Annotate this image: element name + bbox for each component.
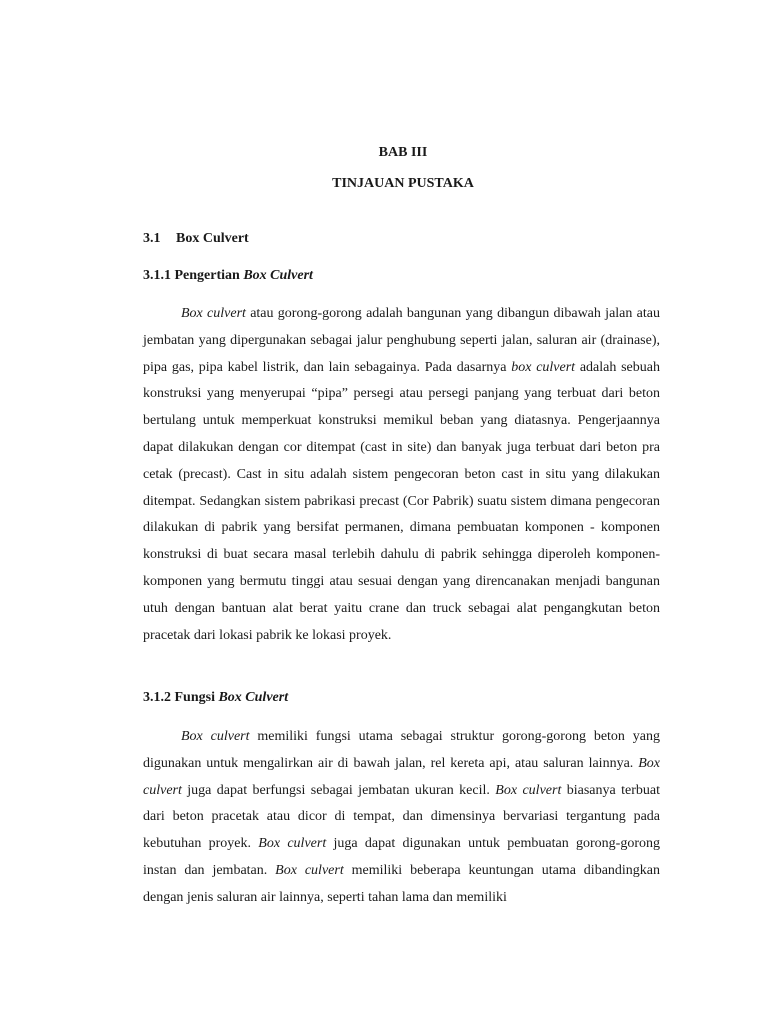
para1-term-1: Box culvert [181,306,246,321]
section-number: 3.1 [143,231,161,246]
paragraph-function [143,724,660,912]
para1-term-2: box culvert [511,359,576,375]
subsection-2-number: 3.1.2 [143,690,171,705]
para2-text-5: memiliki beberapa keuntungan utama dibandingkan dengan jenis saluran air lainnya, seperti tahan lama dan memiliki [143,862,661,905]
para2-term-3: Box culvert [495,782,562,798]
para2-term-5: Box culvert [275,862,344,878]
para2-term-4: Box culvert [258,836,327,852]
para2-text-3: biasanya terbuat dari beton pracetak atau dicor di tempat, dan dimensinya bervariasi tergantung pada kebutuhan proyek. [143,782,661,852]
section-title: Box Culvert [176,231,249,246]
subsection-2-prefix: Fungsi [174,690,215,705]
subsection-1-title: Box Culvert [243,268,313,283]
subsection-heading-2 [143,690,288,706]
para2-text-4: juga dapat digunakan untuk pembuatan gorong-gorong instan dan jembatan. [143,836,660,878]
section-heading [143,231,249,247]
para1-text-1: atau gorong-gorong adalah bangunan yang dibangun dibawah jalan atau jembatan yang dipergunakan sebagai jalur penghubung seperti jalan, saluran air (drainase), pipa gas, pipa kabel listrik, dan lain sebagainya. Pada dasarnya [143,306,660,375]
chapter-label: BAB III [378,145,428,160]
para2-term-2: Box culvert [143,755,660,798]
subsection-1-number: 3.1.1 [143,268,171,283]
para2-text-2: juga dapat berfungsi sebagai jembatan ukuran kecil. [181,782,496,798]
para2-term-1: Box culvert [181,729,250,744]
chapter-title: TINJAUAN PUSTAKA [332,176,474,191]
para1-text-2: adalah sebuah konstruksi yang menyerupai “pipa” persegi atau persegi panjang yang terbuat dari beton bertulang untuk memperkuat konstruksi memikul beban yang diatasnya. Pengerjaannya dapat dilakukan dengan cor ditempat (cast in site) dan banyak juga terbuat dari beton pra cetak (precast). Cast in situ adalah sistem pengecoran beton cast in situ yang dilakukan ditempat. Sedangkan sistem pabrikasi precast (Cor Pabrik) suatu sistem dimana pengecoran dilakukan di pabrik yang bersifat permanen, dimana pembuatan komponen - komponen konstruksi di buat secara masal terlebih dahulu di pabrik sehingga diperoleh komponen-komponen yang bermutu tinggi atau sesuai dengan yang direncanakan menjadi bangunan utuh dengan bantuan alat berat yaitu crane dan truck sebagai alat pengangkutan beton pracetak dari lokasi pabrik ke lokasi proyek. [143,359,660,643]
paragraph-definition [143,301,660,649]
subsection-2-title: Box Culvert [218,690,289,705]
subsection-1-prefix: Pengertian [174,268,240,283]
para2-text-1: memiliki fungsi utama sebagai struktur gorong-gorong beton yang digunakan untuk mengalirkan air di bawah jalan, rel kereta api, atau saluran lainnya. [143,729,660,771]
subsection-heading-1 [143,268,313,284]
